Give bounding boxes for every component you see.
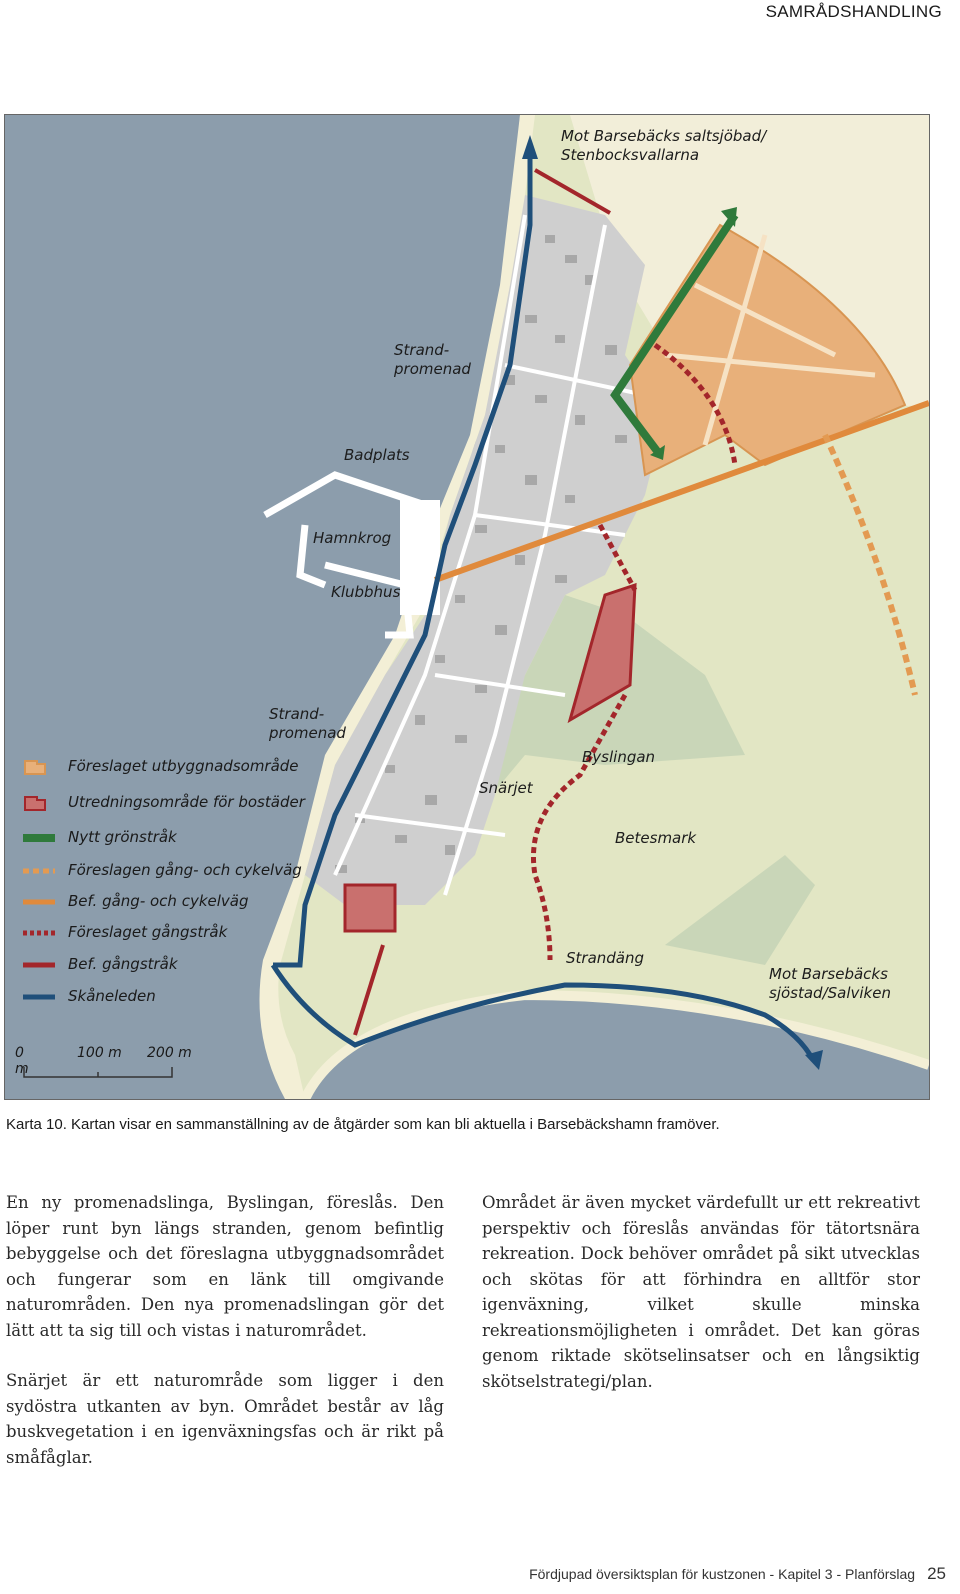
map-caption: Karta 10. Kartan visar en sammanställning av de åtgärder som kan bli aktuella i Barsebäckshamn framöver.	[6, 1116, 720, 1133]
legend-label: Skåneleden	[68, 987, 156, 1005]
footer-text: Fördjupad översiktsplan för kustzonen - Kapitel 3 - Planförslag	[529, 1566, 916, 1582]
legend-symbol-proposed-cycle-road	[23, 863, 55, 879]
map-graphic	[5, 115, 929, 1099]
scale-label-0: 0 m	[15, 1045, 29, 1077]
legend-symbol-existing-cycle-road	[23, 894, 55, 910]
map	[4, 114, 930, 1100]
legend-label: Föreslaget utbyggnadsområde	[68, 757, 299, 775]
page-number: 25	[927, 1564, 946, 1583]
legend-symbol-existing-walkway	[23, 957, 55, 973]
paragraph: Området är även mycket värdefullt ur ett rekreativt perspektiv och föreslås användas för tätortsnära rekreation. Dock behöver området på sikt utvecklas och skötas för att förhindra en alltför stor igenväxning, vilket skulle minska rekreationsmöjligheten i området. Det kan göras genom riktade skötselinsatser och en långsiktig skötselstrategi/plan.	[482, 1193, 920, 1391]
scale-label-100: 100 m	[77, 1045, 122, 1061]
body-column-right	[482, 1190, 920, 1419]
paragraph: Snärjet är ett naturområde som ligger i den sydöstra utkanten av byn. Området består av låg buskvegetation i en igenväxningsfas och är rikt på småfåglar.	[6, 1371, 444, 1467]
label-strandang: Strandäng	[566, 949, 645, 967]
legend-label: Föreslagen gång- och cykelväg	[68, 861, 302, 879]
body-column-left	[6, 1190, 444, 1495]
label-betesmark: Betesmark	[615, 829, 697, 847]
scale-label-200: 200 m	[147, 1045, 192, 1061]
page-footer	[529, 1564, 946, 1584]
legend-label: Nytt grönstråk	[68, 828, 177, 846]
label-south-destination: Mot Barsebäcks sjöstad/Salviken	[769, 965, 891, 1002]
label-badplats: Badplats	[344, 446, 410, 464]
investigation-area-south	[345, 885, 395, 931]
legend-symbol-proposed-development	[23, 759, 55, 775]
label-hamnkrog: Hamnkrog	[313, 529, 392, 547]
legend-label: Bef. gångstråk	[68, 955, 178, 973]
legend-symbol-proposed-walkway	[23, 925, 55, 941]
document-header: SAMRÅDSHANDLING	[765, 2, 942, 21]
label-north-destination: Mot Barsebäcks saltsjöbad/ Stenbocksvallarna	[561, 127, 767, 164]
legend-symbol-skaneleden	[23, 989, 55, 1005]
scale-bar-line	[23, 1067, 173, 1079]
label-strandpromenad-north: Strand- promenad	[394, 341, 471, 378]
legend-symbol-green-corridor	[23, 830, 55, 846]
label-snarjet: Snärjet	[479, 779, 533, 797]
legend-symbol-investigation-area	[23, 795, 55, 811]
label-klubbhus: Klubbhus	[331, 583, 401, 601]
legend-label: Utredningsområde för bostäder	[68, 793, 305, 811]
legend-label: Bef. gång- och cykelväg	[68, 892, 249, 910]
label-byslingan: Byslingan	[582, 748, 656, 766]
label-strandpromenad-south: Strand- promenad	[269, 705, 346, 742]
legend-label: Föreslaget gångstråk	[68, 923, 228, 941]
paragraph: En ny promenadslinga, Byslingan, föreslås. Den löper runt byn längs stranden, genom befintlig bebyggelse och det föreslagna utbyggnadsområdet och fungerar som en länk till omgivande naturområden. Den nya promenadslingan gör det lätt att ta sig till och vistas i naturområdet.	[6, 1193, 444, 1340]
